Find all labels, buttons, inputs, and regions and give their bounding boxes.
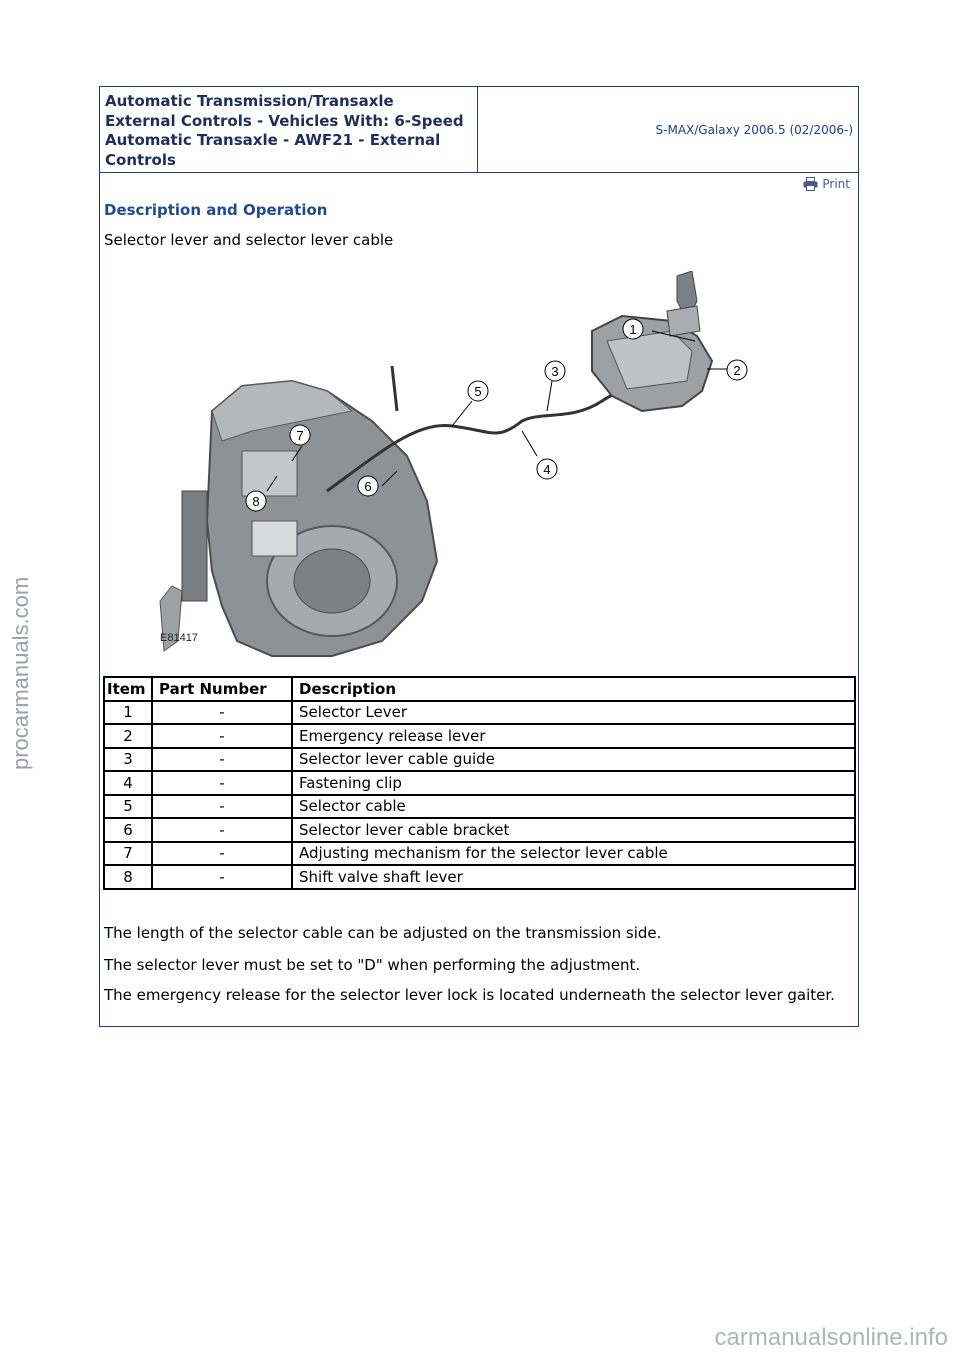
section-title: Description and Operation [104, 201, 328, 219]
table-row [104, 795, 855, 819]
column-header-item: Item [104, 677, 152, 701]
cell-description: Selector Lever [292, 701, 855, 725]
document-frame [99, 86, 859, 1027]
callout-6: 6 [364, 479, 372, 494]
cell-part-number: - [152, 724, 292, 748]
column-header-part-number: Part Number [152, 677, 292, 701]
cell-item: 6 [104, 818, 152, 842]
table-header-row [104, 677, 855, 701]
title-line: Automatic Transaxle - AWF21 - External [105, 131, 441, 149]
figure-caption: Selector lever and selector lever cable [104, 231, 394, 249]
cell-item: 4 [104, 771, 152, 795]
cell-item: 1 [104, 701, 152, 725]
table-row [104, 748, 855, 772]
table-row [104, 701, 855, 725]
printer-icon [803, 177, 818, 191]
callout-5: 5 [474, 384, 482, 399]
cell-part-number: - [152, 701, 292, 725]
parts-table [103, 676, 856, 890]
paragraph: The length of the selector cable can be adjusted on the transmission side. [104, 924, 662, 942]
print-label: Print [822, 177, 850, 191]
table-row [104, 842, 855, 866]
cell-part-number: - [152, 865, 292, 889]
model-info [479, 87, 858, 172]
cell-part-number: - [152, 748, 292, 772]
column-header-description: Description [292, 677, 855, 701]
document-title [100, 87, 478, 172]
cell-description: Selector cable [292, 795, 855, 819]
title-line: Automatic Transmission/Transaxle [105, 92, 394, 110]
cell-part-number: - [152, 771, 292, 795]
cell-item: 3 [104, 748, 152, 772]
model-label: S-MAX/Galaxy 2006.5 (02/2006-) [655, 122, 853, 137]
table-row [104, 771, 855, 795]
callout-4: 4 [543, 462, 551, 477]
print-button[interactable] [803, 177, 850, 191]
figure-label: E81417 [160, 632, 198, 644]
paragraph: The selector lever must be set to "D" when performing the adjustment. [104, 956, 641, 974]
title-line: Controls [105, 150, 176, 169]
cell-description: Fastening clip [292, 771, 855, 795]
cell-item: 5 [104, 795, 152, 819]
side-watermark: procarmanuals.com [8, 576, 33, 770]
callout-2: 2 [733, 363, 741, 378]
cell-description: Selector lever cable bracket [292, 818, 855, 842]
cell-description: Shift valve shaft lever [292, 865, 855, 889]
table-row [104, 724, 855, 748]
paragraph: The emergency release for the selector lever lock is located underneath the selector lever gaiter. [104, 986, 835, 1004]
callout-1: 1 [629, 322, 637, 337]
callout-3: 3 [551, 364, 559, 379]
cell-description: Adjusting mechanism for the selector lever cable [292, 842, 855, 866]
cell-part-number: - [152, 842, 292, 866]
table-row [104, 865, 855, 889]
callout-7: 7 [296, 428, 304, 443]
title-line: External Controls - Vehicles With: 6-Speed [105, 111, 464, 130]
cell-part-number: - [152, 795, 292, 819]
header [100, 87, 858, 173]
cell-item: 7 [104, 842, 152, 866]
cell-item: 2 [104, 724, 152, 748]
callout-8: 8 [252, 494, 260, 509]
transmission-diagram [152, 271, 772, 661]
cell-part-number: - [152, 818, 292, 842]
cell-description: Emergency release lever [292, 724, 855, 748]
cell-description: Selector lever cable guide [292, 748, 855, 772]
cell-item: 8 [104, 865, 152, 889]
table-row [104, 818, 855, 842]
bottom-watermark: carmanualsonline.info [714, 1324, 948, 1351]
